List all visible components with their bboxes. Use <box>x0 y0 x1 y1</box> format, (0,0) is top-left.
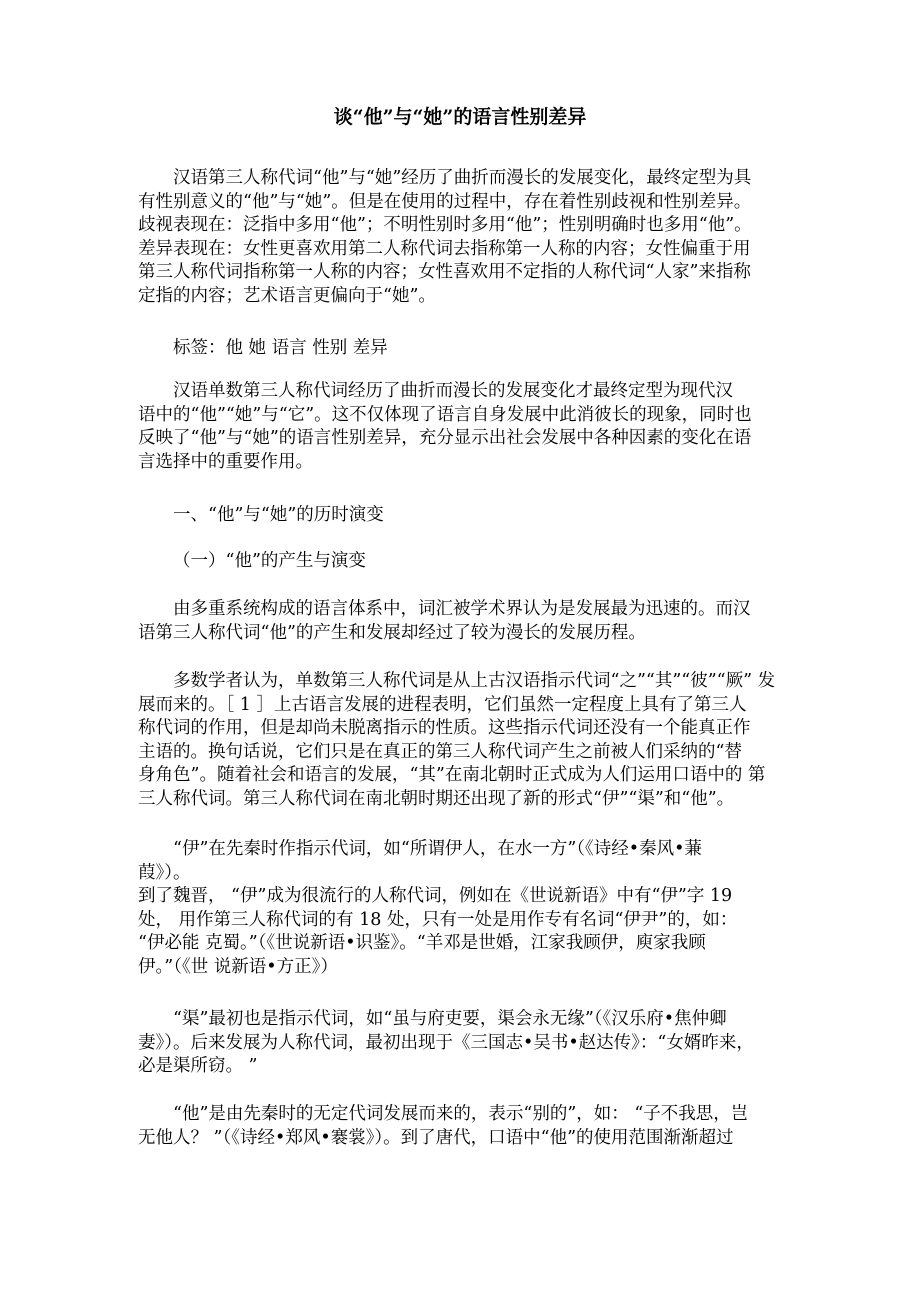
intro-paragraph <box>138 380 798 474</box>
text-line: 处， 用作第三人称代词的有 18 处，只有一处是用作专有名词“伊尹”的，如： <box>138 909 738 930</box>
body-paragraph <box>138 598 798 645</box>
text-line: 必是渠所窃。 ” <box>138 1056 258 1076</box>
text-line: 汉语单数第三人称代词经历了曲折而漫长的发展变化才最终定型为现代汉 <box>173 381 733 401</box>
body-paragraph <box>138 1008 798 1079</box>
text-line: 差异表现在：女性更喜欢用第二人称代词去指称第一人称的内容；女性偏重于用 <box>138 238 751 259</box>
text-line: 妻》）。后来发展为人称代词，最初出现于《三国志•吴书•赵达传》：“女婿昨来， <box>138 1032 754 1053</box>
document-title: 谈“他”与“她”的语言性别差异 <box>333 106 587 128</box>
text-line: 语第三人称代词“他”的产生和发展却经过了较为漫长的发展历程。 <box>138 622 646 643</box>
text-line: 无他人？ ”（《诗经•郑风•褰裳》）。到了唐代，口语中“他”的使用范围渐渐超过 <box>138 1127 734 1148</box>
text-line: 葭》）。 <box>138 862 191 883</box>
text-line: “伊”在先秦时作指示代词，如“所谓伊人，在水一方”（《诗经•秦风•蒹 <box>173 839 702 859</box>
text-line: 定指的内容；艺术语言更偏向于“她”。 <box>138 285 436 306</box>
text-line: 第三人称代词指称第一人称的内容；女性喜欢用不定指的人称代词“人家”来指称 <box>138 262 751 282</box>
text-line: 称代词的作用，但是却尚未脱离指示的性质。这些指示代词还没有一个能真正作 <box>138 718 751 738</box>
text-line: 有性别意义的“他”与“她”。但是在使用的过程中，存在着性别歧视和性别差异。 <box>138 191 752 212</box>
text-line: 到了魏晋， “伊”成为很流行的人称代词，例如在《世说新语》中有“伊”字 19 <box>138 886 733 906</box>
text-line: 汉语第三人称代词“他”与“她”经历了曲折而漫长的发展变化，最终定型为具 <box>173 168 752 188</box>
text-line: “伊必能 克蜀。”（《世说新语•识鉴》。“羊邓是世婚，江家我顾伊，庾家我顾 <box>138 933 706 953</box>
text-line: 语中的“他”“她”与“它”。这不仅体现了语言自身发展中此消彼长的现象，同时也 <box>138 404 752 425</box>
body-paragraph <box>138 1103 798 1150</box>
text-line: 多数学者认为，单数第三人称代词是从上古汉语指示代词“之”“其”“彼”“厥” 发 <box>173 671 776 691</box>
text-line: 主语的。换句话说，它们只是在真正的第三人称代词产生之前被人们采纳的“替 <box>138 741 742 762</box>
text-line: 由多重系统构成的语言体系中，词汇被学术界认为是发展最为迅速的。而汉 <box>173 599 751 619</box>
text-line: 反映了“他”与“她”的语言性别差异，充分显示出社会发展中各种因素的变化在语 <box>138 428 752 448</box>
text-line: 伊。”（《世 说新语•方正》） <box>138 956 338 977</box>
section-heading: 一、“他”与“她”的历时演变 <box>173 505 384 525</box>
text-line: 身角色”。随着社会和语言的发展，“其”在南北朝时正式成为人们运用口语中的 第 <box>138 765 766 785</box>
body-paragraph <box>138 670 798 811</box>
text-line: 展而来的。［ 1 ］上古语言发展的进程表明，它们虽然一定程度上具有了第三人 <box>138 694 747 715</box>
text-line: 言选择中的重要作用。 <box>138 451 313 472</box>
text-line: 三人称代词。第三人称代词在南北朝时期还出现了新的形式“伊”“渠”和“他”。 <box>138 788 735 809</box>
text-line: “渠”最初也是指示代词，如“虽与府吏要，渠会永无缘”（《汉乐府•焦仲卿 <box>173 1009 727 1029</box>
text-line: 歧视表现在：泛指中多用“他”；不明性别时多用“他”；性别明确时也多用“他”。 <box>138 215 752 235</box>
abstract-paragraph <box>138 167 798 308</box>
text-line: “他”是由先秦时的无定代词发展而来的，表示“别的”，如： “子不我思，岂 <box>173 1104 749 1124</box>
keywords-line: 标签：他 她 语言 性别 差异 <box>173 338 388 358</box>
subsection-heading: （一）“他”的产生与演变 <box>173 551 366 571</box>
body-paragraph <box>138 838 798 979</box>
